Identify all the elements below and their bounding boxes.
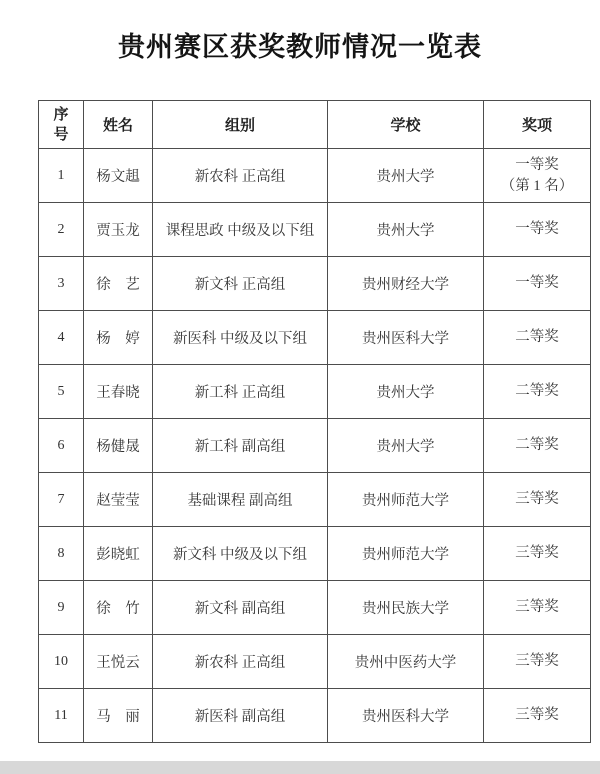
award-text: 二等奖: [515, 383, 559, 400]
cell-no: 11: [39, 689, 84, 743]
cell-no: 7: [39, 473, 84, 527]
table-header-row: [39, 101, 591, 149]
cell-no: 8: [39, 527, 84, 581]
cell-group: 新文科 正高组: [153, 257, 328, 311]
cell-award: [484, 635, 591, 689]
cell-school: 贵州师范大学: [328, 473, 484, 527]
cell-award: [484, 473, 591, 527]
cell-award: [484, 365, 591, 419]
table-row: [39, 365, 591, 419]
cell-name: 徐 艺: [84, 257, 153, 311]
cell-award: [484, 689, 591, 743]
column-header-school: 学校: [328, 101, 484, 149]
cell-name: 杨健晟: [84, 419, 153, 473]
table-header: [39, 101, 591, 149]
cell-award: [484, 257, 591, 311]
cell-name: 王悦云: [84, 635, 153, 689]
column-header-award: 奖项: [484, 101, 591, 149]
page-bottom-edge: [0, 761, 600, 774]
cell-name: 杨文趄: [84, 149, 153, 203]
column-header-no-label: 序号: [53, 106, 69, 143]
cell-award: [484, 203, 591, 257]
award-text: 三等奖: [515, 707, 559, 724]
cell-school: 贵州医科大学: [328, 311, 484, 365]
award-text: 二等奖: [515, 329, 559, 346]
award-text: 一等奖: [515, 275, 559, 292]
cell-group: 新文科 副高组: [153, 581, 328, 635]
column-header-no: [39, 101, 84, 149]
cell-group: 新医科 中级及以下组: [153, 311, 328, 365]
cell-group: 新文科 中级及以下组: [153, 527, 328, 581]
cell-school: 贵州大学: [328, 365, 484, 419]
award-text: 三等奖: [515, 491, 559, 508]
award-text: 一等奖: [515, 157, 559, 174]
table-row: [39, 689, 591, 743]
cell-name: 杨 婷: [84, 311, 153, 365]
table-row: [39, 635, 591, 689]
cell-no: 6: [39, 419, 84, 473]
table-row: [39, 257, 591, 311]
cell-group: 新工科 正高组: [153, 365, 328, 419]
column-header-group: 组别: [153, 101, 328, 149]
cell-group: 新工科 副高组: [153, 419, 328, 473]
cell-no: 9: [39, 581, 84, 635]
cell-no: 3: [39, 257, 84, 311]
cell-no: 5: [39, 365, 84, 419]
column-header-name: 姓名: [84, 101, 153, 149]
cell-group: 新农科 正高组: [153, 635, 328, 689]
cell-no: 1: [39, 149, 84, 203]
table-row: [39, 419, 591, 473]
cell-group: 新医科 副高组: [153, 689, 328, 743]
cell-group: 新农科 正高组: [153, 149, 328, 203]
award-text: 一等奖: [515, 221, 559, 238]
page-title: 贵州赛区获奖教师情况一览表: [118, 32, 482, 62]
award-table: [38, 100, 591, 743]
cell-award: [484, 527, 591, 581]
cell-name: 赵莹莹: [84, 473, 153, 527]
cell-award: [484, 311, 591, 365]
cell-school: 贵州民族大学: [328, 581, 484, 635]
cell-name: 徐 竹: [84, 581, 153, 635]
cell-school: 贵州师范大学: [328, 527, 484, 581]
award-text: 三等奖: [515, 545, 559, 562]
table-row: [39, 149, 591, 203]
table-row: [39, 203, 591, 257]
cell-name: 彭晓虹: [84, 527, 153, 581]
cell-group: 课程思政 中级及以下组: [153, 203, 328, 257]
cell-name: 贾玉龙: [84, 203, 153, 257]
table-row: [39, 473, 591, 527]
cell-school: 贵州大学: [328, 203, 484, 257]
table-row: [39, 311, 591, 365]
cell-name: 马 丽: [84, 689, 153, 743]
award-text: 二等奖: [515, 437, 559, 454]
cell-school: 贵州中医药大学: [328, 635, 484, 689]
award-note: （第 1 名）: [500, 177, 574, 194]
cell-name: 王春晓: [84, 365, 153, 419]
cell-school: 贵州大学: [328, 419, 484, 473]
cell-award: [484, 149, 591, 203]
cell-award: [484, 419, 591, 473]
award-text: 三等奖: [515, 653, 559, 670]
cell-award: [484, 581, 591, 635]
cell-school: 贵州财经大学: [328, 257, 484, 311]
table-row: [39, 581, 591, 635]
table-row: [39, 527, 591, 581]
cell-school: 贵州大学: [328, 149, 484, 203]
cell-school: 贵州医科大学: [328, 689, 484, 743]
table-body: [39, 149, 591, 743]
cell-no: 10: [39, 635, 84, 689]
cell-group: 基础课程 副高组: [153, 473, 328, 527]
award-text: 三等奖: [515, 599, 559, 616]
cell-no: 2: [39, 203, 84, 257]
cell-no: 4: [39, 311, 84, 365]
